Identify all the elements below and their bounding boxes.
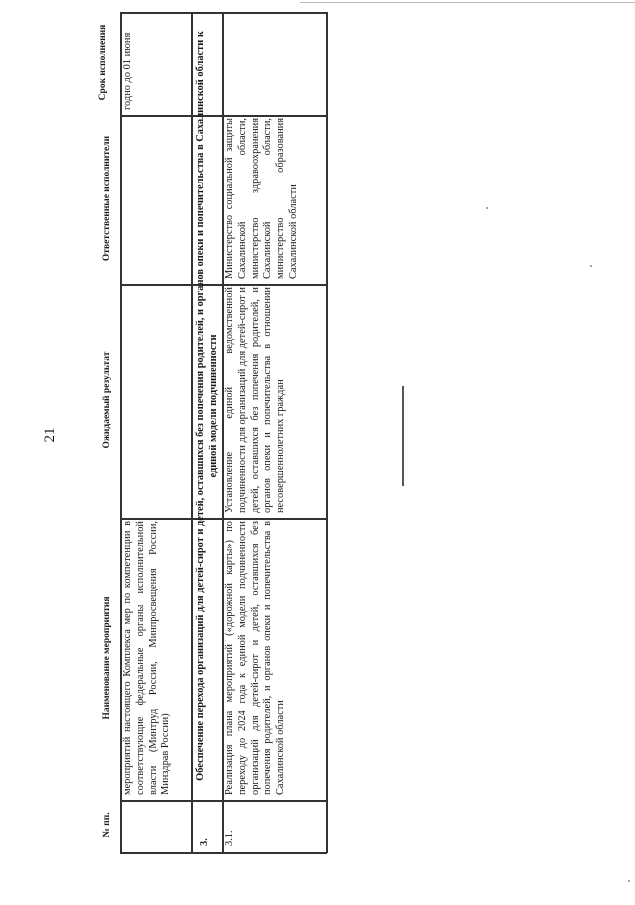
table-border-right <box>326 12 328 853</box>
header-name: Наименование мероприятия <box>102 596 112 720</box>
header-responsible: Ответственные исполнители <box>102 135 112 262</box>
scan-speck <box>590 265 592 267</box>
table-border-bottom <box>120 852 327 854</box>
section-number: 3. <box>199 838 210 846</box>
header-num: № пп. <box>102 812 112 838</box>
continuation-row-name: мероприятий настоящего Комплекса мер по компетенции в соответствующие федеральные органы исполнительной власти (Минтруд России, Минпросвещения России, Минздрав России) <box>122 521 172 795</box>
section-title: Обеспечение перехода организаций для детей-сирот и детей, оставшихся без попечения родителей, и органов опеки и попечительства в Сахалинской области к единой модели подчиненности <box>195 31 219 781</box>
page-number: 21 <box>42 427 58 443</box>
row-responsible: Министерство социальной защиты Сахалинской области, министерство здравоохранения Сахалинской области, министерство образования Сахалинской области <box>224 118 299 279</box>
handwritten-line-mark <box>402 386 404 486</box>
row-result: Установление единой ведомственной подчиненности для организаций для детей-сирот и детей, оставшихся без попечения родителей, и органов опеки и попечительства в отношении несовершеннолетних граждан <box>224 287 287 513</box>
scan-speck <box>628 880 630 882</box>
row-name: Реализация плана мероприятий («дорожной карты») по переходу до 2024 года к единой модели подчиненности организаций для детей-сирот и детей, оставшихся без попечения родителей, и органов опеки и попечительства в Сахалинской области <box>224 521 287 795</box>
scan-speck <box>486 207 488 209</box>
row-number: 3.1. <box>224 830 235 846</box>
header-deadline: Срок исполнения <box>98 24 108 101</box>
continuation-row-deadline: годно до 01 июня <box>122 32 133 110</box>
scan-edge-line <box>300 2 635 3</box>
header-result: Ожидаемый результат <box>102 351 112 449</box>
row-deadline <box>223 13 326 113</box>
